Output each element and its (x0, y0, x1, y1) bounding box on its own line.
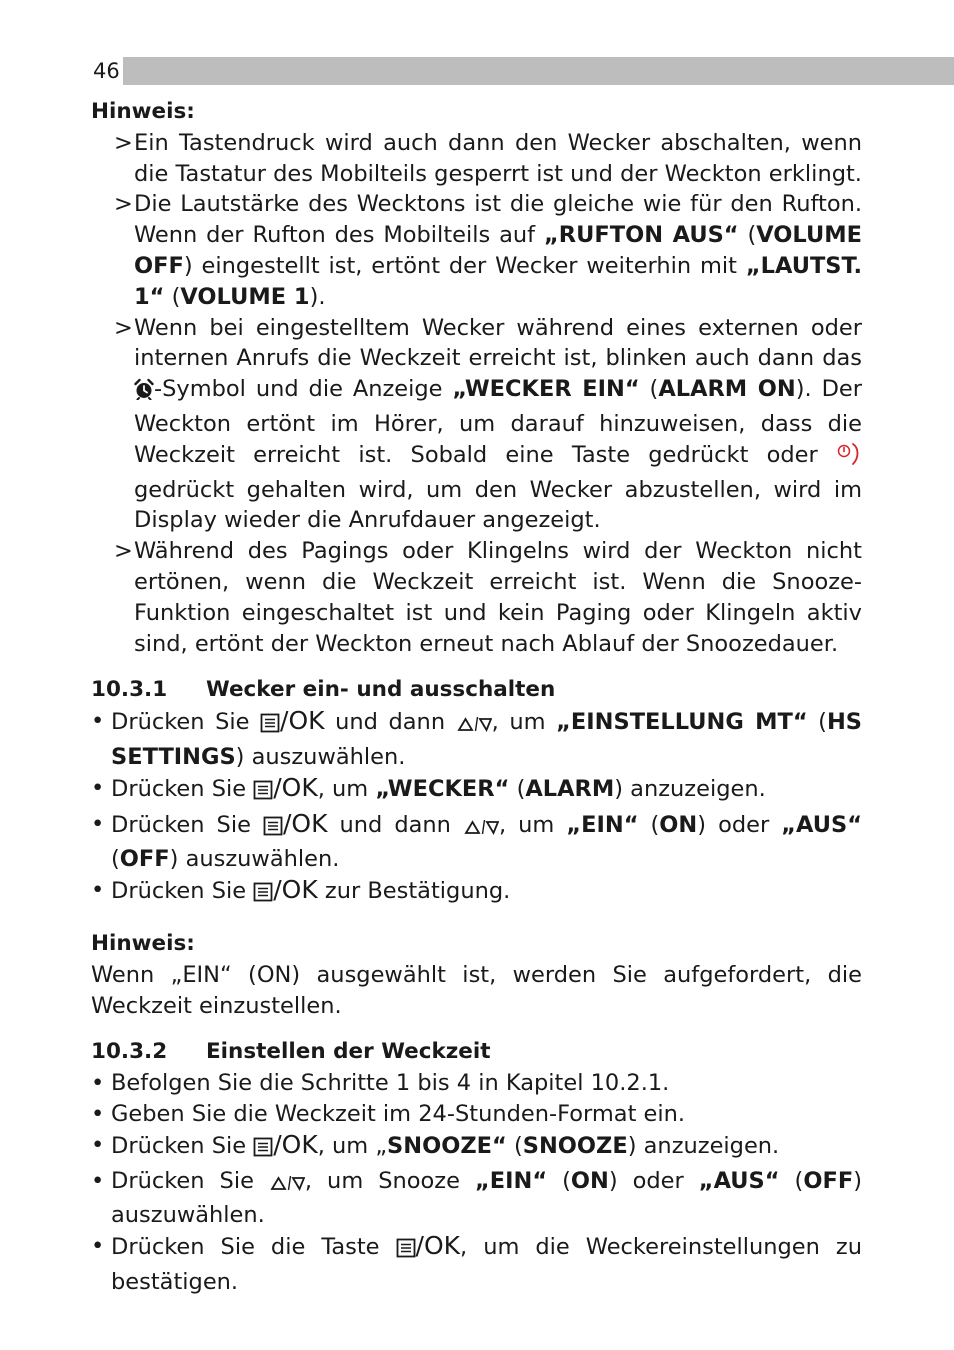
menu-key-icon (260, 711, 280, 742)
note-title: Hinweis: (91, 930, 195, 956)
note-item (91, 128, 862, 190)
bullet-item (91, 1166, 862, 1232)
note-paragraph: Wenn „EIN“ (ON) ausgewählt ist, werden Sie aufgefordert, die Weckzeit einzustellen. (91, 961, 862, 1019)
bullet-text: , um Snooze (304, 1167, 475, 1194)
bullet-text: und dann (327, 811, 463, 838)
bullet-text: , um (498, 811, 567, 838)
page-header-bar (93, 57, 954, 85)
section-heading (91, 675, 862, 706)
menu-ok-key (253, 875, 318, 905)
menu-label: VOLUME 1 (180, 283, 310, 310)
up-down-arrow-icon (269, 1170, 305, 1201)
menu-key-icon (253, 1135, 273, 1166)
bullet-text: und dann (324, 709, 456, 736)
bullet-item (91, 1099, 862, 1130)
ok-label: OK (281, 875, 318, 905)
section-number: 10.3.2 (91, 1039, 168, 1065)
bullet-text: , um die Weckereinstellungen zu bestätigen. (111, 1234, 862, 1295)
menu-label: SNOOZE (522, 1132, 628, 1159)
ok-key-label: /OK (415, 1231, 461, 1261)
bullet-item (91, 809, 862, 876)
alarm-clock-icon (134, 378, 154, 409)
note-text: Die Lautstärke des Wecktons ist die gleiche wie für den Rufton. Wenn der Rufton des Mobilteils auf (134, 191, 862, 249)
up-down-arrow-icon (463, 814, 499, 845)
bullet-text: ) anzuzeigen. (614, 775, 766, 802)
menu-label: „EINSTELLUNG MT“ (556, 709, 808, 736)
bullet-text: ) auszuwählen. (235, 743, 406, 770)
menu-label: OFF (119, 846, 170, 873)
bullet-item (91, 1068, 862, 1099)
note-item (91, 313, 862, 537)
bullet-marker: • (91, 1131, 105, 1158)
bullet-text: Drücken Sie (111, 1132, 254, 1159)
menu-ok-key (260, 706, 325, 736)
ok-key-label: /OK (273, 772, 318, 802)
bullet-text: , um (317, 775, 376, 802)
menu-ok-key (253, 772, 318, 802)
ok-key-label: /OK (280, 706, 325, 736)
bullet-marker: • (91, 877, 105, 904)
note-item (91, 536, 862, 659)
note-list (91, 128, 862, 660)
section-number: 10.3.1 (91, 677, 168, 703)
bullet-text: ( (509, 775, 526, 802)
bullet-marker: • (91, 1100, 105, 1127)
menu-key-icon (253, 778, 273, 809)
menu-label: ALARM (525, 775, 615, 802)
bullet-text: ) auszuwählen. (169, 846, 340, 873)
ok-key-label: /OK (282, 808, 328, 838)
bullet-text: ( (506, 1132, 523, 1159)
note-text: ). Der Weckton ertönt im Hörer, um darauf hinzuweisen, dass die Weckzeit erreicht ist. Sobald eine Taste gedrückt oder (134, 376, 863, 468)
ok-label: OK (291, 808, 328, 838)
bullet-marker: • (91, 1233, 105, 1260)
menu-key-icon (253, 880, 273, 911)
bullet-item (91, 773, 862, 809)
bullet-text: Drücken Sie (111, 1167, 269, 1194)
bullet-text: Drücken Sie (111, 709, 261, 736)
spacer (91, 911, 862, 929)
bullet-text: Drücken Sie die Taste (111, 1234, 396, 1261)
bullet-text: Drücken Sie (111, 878, 254, 905)
section-title: Wecker ein- und ausschalten (206, 677, 556, 703)
note-text: ( (164, 283, 181, 310)
menu-label: ALARM ON (658, 376, 796, 403)
bullet-text: Drücken Sie (111, 811, 263, 838)
note-text: ) eingestellt ist, ertönt der Wecker weiterhin mit (183, 252, 746, 279)
menu-label: HS SETTINGS (111, 709, 863, 770)
note-text: Während des Pagings oder Klingelns wird der Weckton nicht ertönen, wenn die Weckzeit erreicht ist. Wenn die Snooze-Funktion eingeschaltet ist und kein Paging oder Klingeln aktiv sind, ertönt der Weckton erneut nach Ablauf der Snoozedauer. (134, 538, 862, 657)
menu-ok-key (253, 1129, 318, 1159)
note-marker: > (114, 314, 133, 341)
end-call-power-icon (836, 442, 862, 475)
menu-label: „AUS“ (698, 1167, 780, 1194)
section-heading (91, 1037, 862, 1068)
menu-key-icon (263, 814, 283, 845)
bullet-text: , um (491, 709, 557, 736)
menu-label: ON (570, 1167, 609, 1194)
page-content (91, 97, 862, 1298)
menu-label: „LAUTST. 1“ (134, 252, 862, 310)
bullet-text: ) auszuwählen. (111, 1167, 862, 1229)
note-marker: > (114, 129, 133, 156)
note-marker: > (114, 191, 133, 218)
bullet-marker: • (91, 1167, 105, 1194)
bullet-text: ( (547, 1167, 571, 1194)
note-text: gedrückt gehalten wird, um den Wecker abzustellen, wird im Display wieder die Anrufdauer angezeigt. (134, 476, 862, 534)
bullet-list (91, 1068, 862, 1298)
bullet-text: zur Bestätigung. (317, 878, 511, 905)
note-marker: > (114, 538, 133, 565)
bullet-text: ( (779, 1167, 804, 1194)
menu-label: VOLUME OFF (134, 222, 862, 279)
note-text: Wenn bei eingestelltem Wecker während eines externen oder internen Anrufs die Weckzeit erreicht ist, blinken auch dann das (134, 314, 862, 372)
menu-ok-key (263, 808, 328, 838)
bullet-text: Geben Sie die Weckzeit im 24-Stunden-Format ein. (111, 1100, 686, 1127)
menu-label: „RUFTON AUS“ (543, 222, 739, 249)
page-number: 46 (93, 57, 123, 85)
menu-label: „EIN“ (566, 811, 639, 838)
note-text: ). (309, 283, 326, 310)
note-text: -Symbol und die Anzeige (154, 376, 453, 403)
bullet-text: Drücken Sie (111, 775, 254, 802)
bullet-item (91, 706, 862, 773)
ok-label: OK (281, 772, 318, 802)
note-text: ( (639, 376, 659, 403)
bullet-text: ( (638, 811, 660, 838)
menu-label: ON (659, 811, 698, 838)
bullet-text: ) anzuzeigen. (627, 1132, 780, 1159)
section-title: Einstellen der Weckzeit (206, 1039, 491, 1065)
menu-label: „WECKER“ (375, 775, 510, 802)
ok-label: OK (281, 1129, 318, 1159)
bullet-text: ) oder (608, 1167, 699, 1194)
menu-label: SNOOZE“ (387, 1132, 507, 1159)
bullet-marker: • (91, 774, 105, 801)
bullet-text: ) oder (697, 811, 782, 838)
bullet-text: ( (111, 846, 120, 873)
menu-label: OFF (803, 1167, 854, 1194)
bullet-item (91, 1231, 862, 1298)
bullet-marker: • (91, 810, 105, 837)
bullet-marker: • (91, 1070, 105, 1097)
bullet-text: , um „ (317, 1132, 388, 1159)
menu-label: „AUS“ (781, 811, 863, 838)
ok-label: OK (288, 706, 325, 736)
bullet-text: Befolgen Sie die Schritte 1 bis 4 in Kapitel 10.2.1. (111, 1070, 670, 1097)
ok-key-label: /OK (273, 1129, 318, 1159)
menu-ok-key (396, 1231, 461, 1261)
ok-key-label: /OK (273, 875, 318, 905)
menu-key-icon (396, 1236, 416, 1267)
bullet-marker: • (91, 708, 105, 735)
note-text: ( (738, 222, 757, 249)
note-text: Ein Tastendruck wird auch dann den Wecker abschalten, wenn die Tastatur des Mobilteils gesperrt ist und der Weckton erklingt. (134, 129, 862, 187)
bullet-item (91, 1130, 862, 1166)
ok-label: OK (423, 1231, 461, 1261)
bullet-text: ( (807, 709, 827, 736)
up-down-arrow-icon (456, 711, 492, 742)
menu-label: „WECKER EIN“ (452, 376, 640, 403)
note-item (91, 189, 862, 312)
note-title: Hinweis: (91, 99, 195, 124)
bullet-list (91, 706, 862, 911)
menu-label: „EIN“ (474, 1167, 548, 1194)
bullet-item (91, 875, 862, 911)
